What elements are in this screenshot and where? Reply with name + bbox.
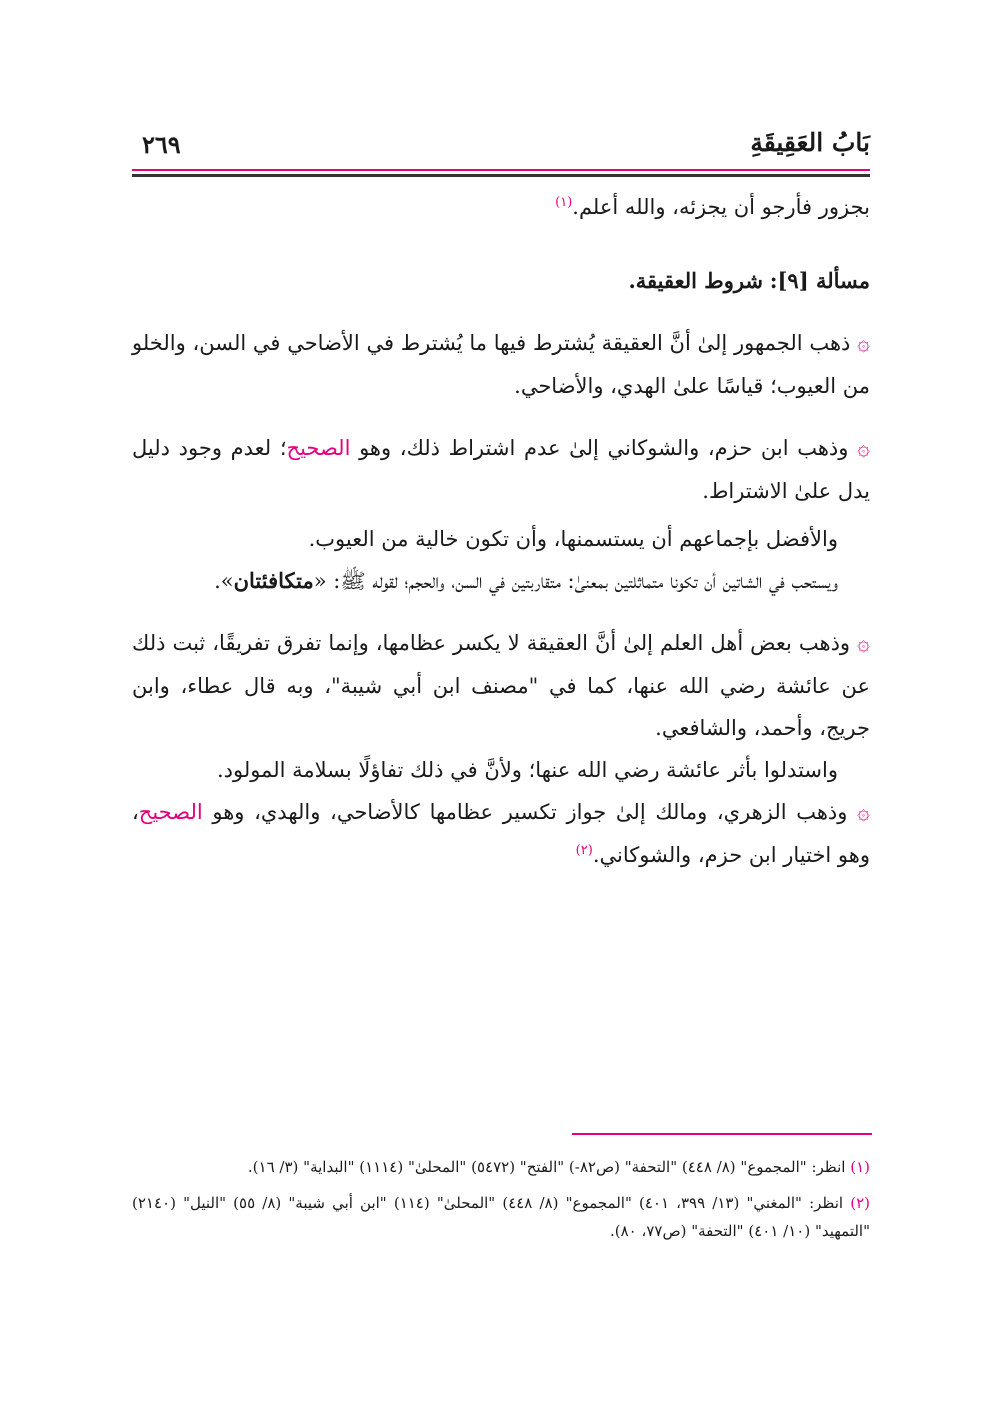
hadith-word: متكافئتان (233, 568, 314, 593)
paragraph-8: ۞ وذهب الزهري، ومالك إلىٰ جواز تكسير عظامها كالأضاحي، والهدي، وهو الصحيح، وهو اختيار ابن حزم، والشوكاني.$^{(٢)}$ (132, 800, 870, 867)
flower-icon: ۞ (857, 800, 870, 825)
footnote-number: (٢) (850, 1194, 870, 1212)
paragraph-6: ۞ وذهب بعض أهل العلم إلىٰ أنَّ العقيقة لا يكسر عظامها، وإنما تفرق تفريقًا، ثبت ذلك عن عائشة رضي الله عنها، كما في "مصنف ابن أبي شيبة"، وبه قال عطاء، وابن جريج، وأحمد، والشافعي. (132, 631, 870, 740)
footnotes (132, 1153, 870, 1253)
footnote-2: (٢) انظر: "المغني" (١٣/ ٣٩٩، ٤٠١) "المجموع" (٨/ ٤٤٨) "المحلىٰ" (١١٤) "ابن أبي شيبة" (٨/ ٥٥) "النيل" (٢١٤٠) "التمهيد" (١٠/ ٤٠١) "التحفة" (ص٧٧، ٨٠). (132, 1194, 870, 1240)
chapter-title: بَابُ العَقِيقَةِ (750, 128, 870, 157)
flower-icon: ۞ (857, 436, 870, 461)
footnote-ref-2[interactable]: (٢) (575, 843, 593, 858)
highlight-sahih: الصحيح (138, 800, 203, 824)
flower-icon: ۞ (857, 631, 870, 656)
paragraph-1: بجزور فأرجو أن يجزئه، والله أعلم.$^{(١)}$ (555, 195, 870, 219)
issue-label: مسألة [٩]: (769, 268, 870, 293)
header-rule-dark (132, 174, 870, 177)
footnote-number: (١) (850, 1158, 870, 1176)
paragraph-4: والأفضل بإجماعهم أن يستسمنها، وأن تكون خالية من العيوب. (308, 527, 838, 551)
page-header (132, 128, 870, 168)
issue-heading (132, 260, 870, 302)
paragraph-2: ۞ ذهب الجمهور إلىٰ أنَّ العقيقة يُشترط فيها ما يُشترط في الأضاحي في السن، والخلو من العيوب؛ قياسًا علىٰ الهدي، والأضاحي. (132, 331, 870, 398)
paragraph-3: ۞ وذهب ابن حزم، والشوكاني إلىٰ عدم اشتراط ذلك، وهو الصحيح؛ لعدم وجود دليل يدل علىٰ الاشتراط. (132, 436, 870, 503)
footnote-1: (١) انظر: "المجموع" (٨/ ٤٤٨) "التحفة" (ص٨٢-) "الفتح" (٥٤٧٢) "المحلىٰ" (١١١٤) "البداية" (٣/ ١٦). (247, 1158, 870, 1176)
page-number: ٢٦٩ (142, 130, 181, 159)
footnote-ref-1[interactable]: (١) (555, 195, 573, 210)
highlight-sahih: الصحيح (286, 436, 351, 460)
footnote-separator (572, 1133, 872, 1135)
issue-title: شروط العقيقة. (628, 268, 764, 293)
main-text (132, 186, 870, 876)
header-rule-accent (132, 169, 870, 171)
flower-icon: ۞ (857, 331, 870, 356)
paragraph-5: ويستحب في الشاتين أن تكونا متماثلتين بمعنىٰ: متقاربتين في السن، والحجم؛ لقوله ﷺ: «متكافئتان». (214, 568, 838, 593)
paragraph-7: واستدلوا بأثر عائشة رضي الله عنها؛ ولأنَّ في ذلك تفاؤلًا بسلامة المولود. (216, 758, 838, 782)
